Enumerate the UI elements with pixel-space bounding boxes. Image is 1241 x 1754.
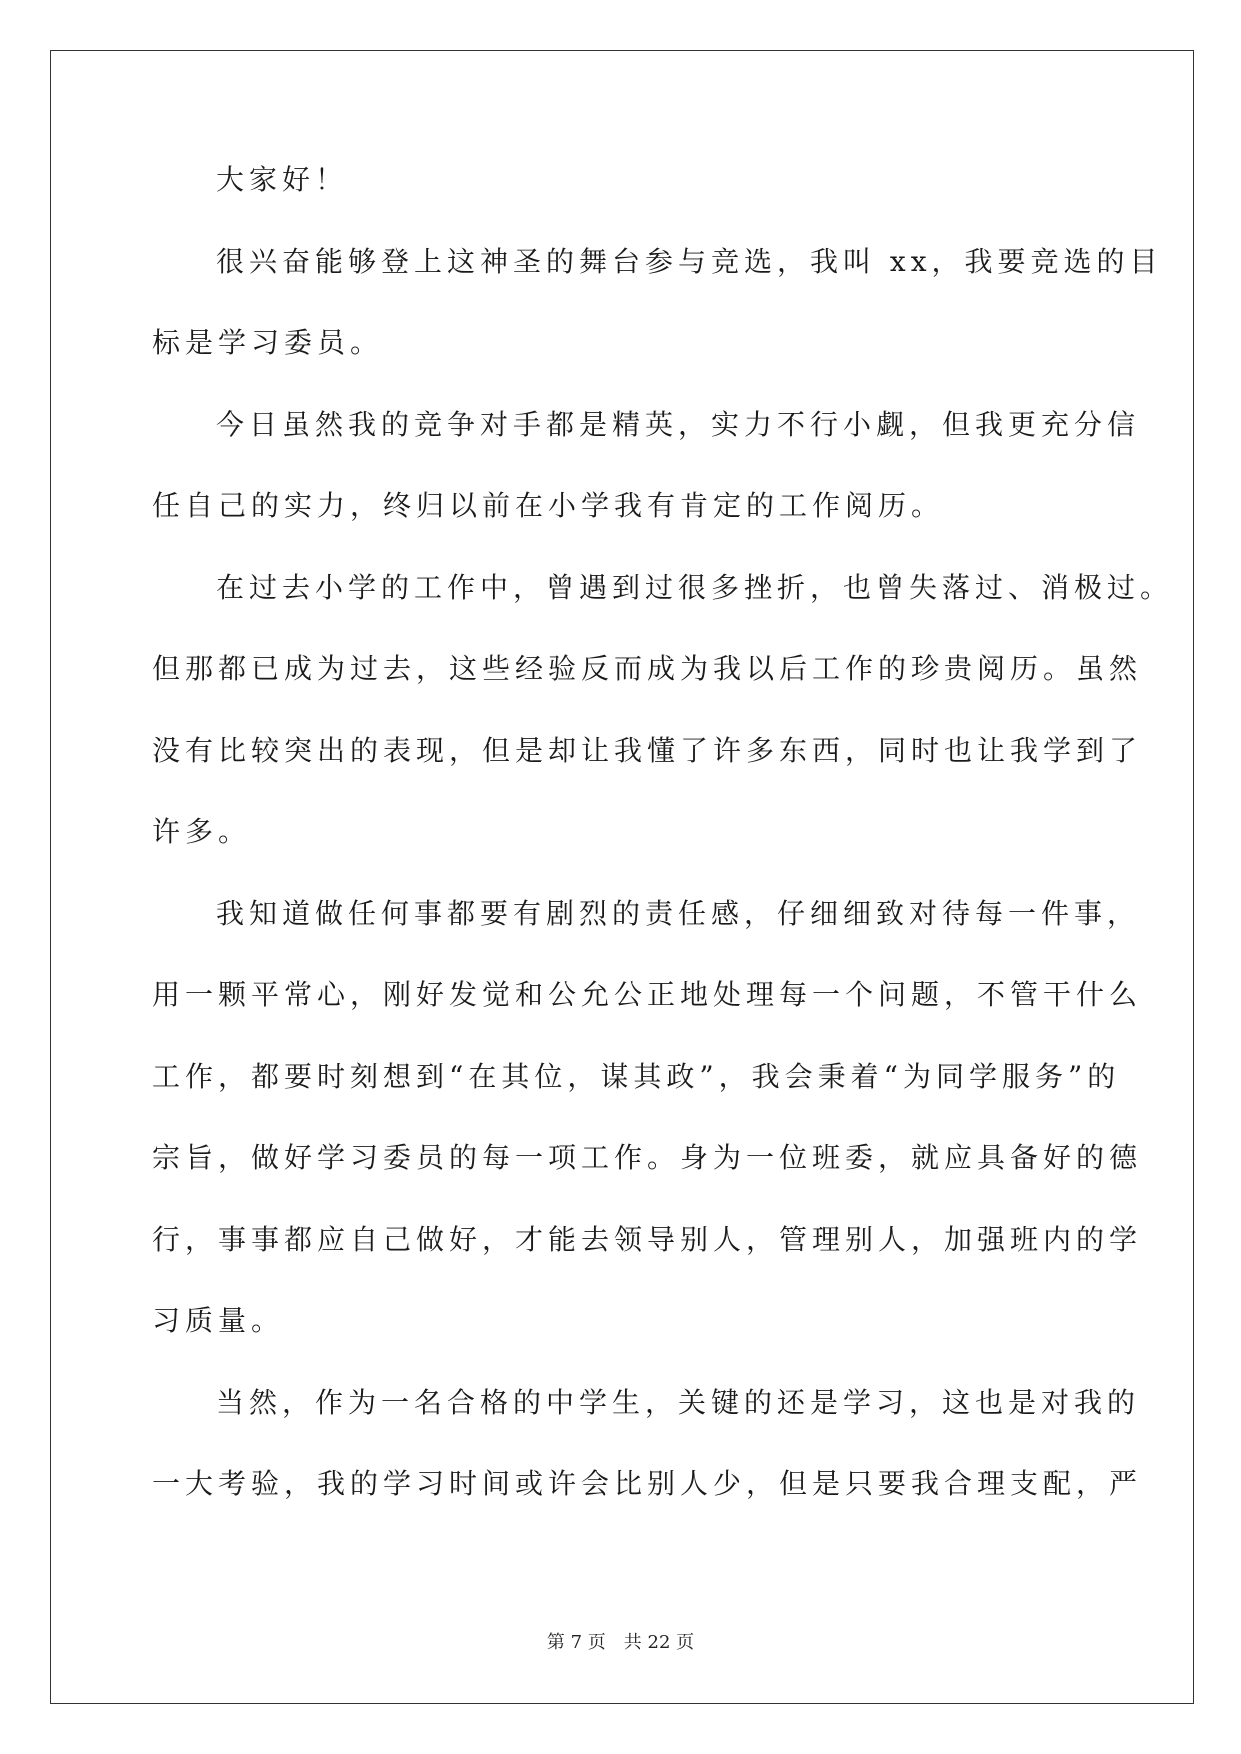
text-line: 今日虽然我的竞争对手都是精英，实力不行小觑，但我更充分信 (216, 407, 1141, 441)
text-line: 没有比较突出的表现，但是却让我懂了许多东西，同时也让我学到了 (152, 733, 1143, 767)
page-number-footer: 第 7 页 共 22 页 (546, 1632, 695, 1653)
text-line: 行，事事都应自己做好，才能去领导别人，管理别人，加强班内的学 (152, 1222, 1143, 1256)
text-line: 很兴奋能够登上这神圣的舞台参与竞选，我叫 xx，我要竞选的目 (216, 244, 1163, 278)
text-line: 工作，都要时刻想到“在其位，谋其政”，我会秉着“为同学服务”的 (152, 1059, 1121, 1093)
document-body (152, 160, 1174, 1546)
text-line: 标是学习委员。 (152, 326, 384, 359)
text-line: 大家好！ (216, 163, 349, 196)
text-line: 任自己的实力，终归以前在小学我有肯定的工作阅历。 (152, 489, 945, 522)
text-line: 许多。 (152, 815, 252, 848)
text-line: 当然，作为一名合格的中学生，关键的还是学习，这也是对我的 (216, 1385, 1141, 1419)
text-line: 我知道做任何事都要有剧烈的责任感，仔细细致对待每一件事， (216, 896, 1141, 930)
text-line: 宗旨，做好学习委员的每一项工作。身为一位班委，就应具备好的德 (152, 1141, 1143, 1174)
text-line: 但那都已成为过去，这些经验反而成为我以后工作的珍贵阅历。虽然 (152, 652, 1143, 685)
text-line: 习质量。 (152, 1304, 285, 1337)
text-line: 用一颗平常心，刚好发觉和公允公正地处理每一个问题，不管干什么 (152, 978, 1143, 1011)
text-line: 在过去小学的工作中，曾遇到过很多挫折，也曾失落过、消极过。 (216, 570, 1174, 604)
text-line: 一大考验，我的学习时间或许会比别人少，但是只要我合理支配，严 (152, 1467, 1143, 1500)
